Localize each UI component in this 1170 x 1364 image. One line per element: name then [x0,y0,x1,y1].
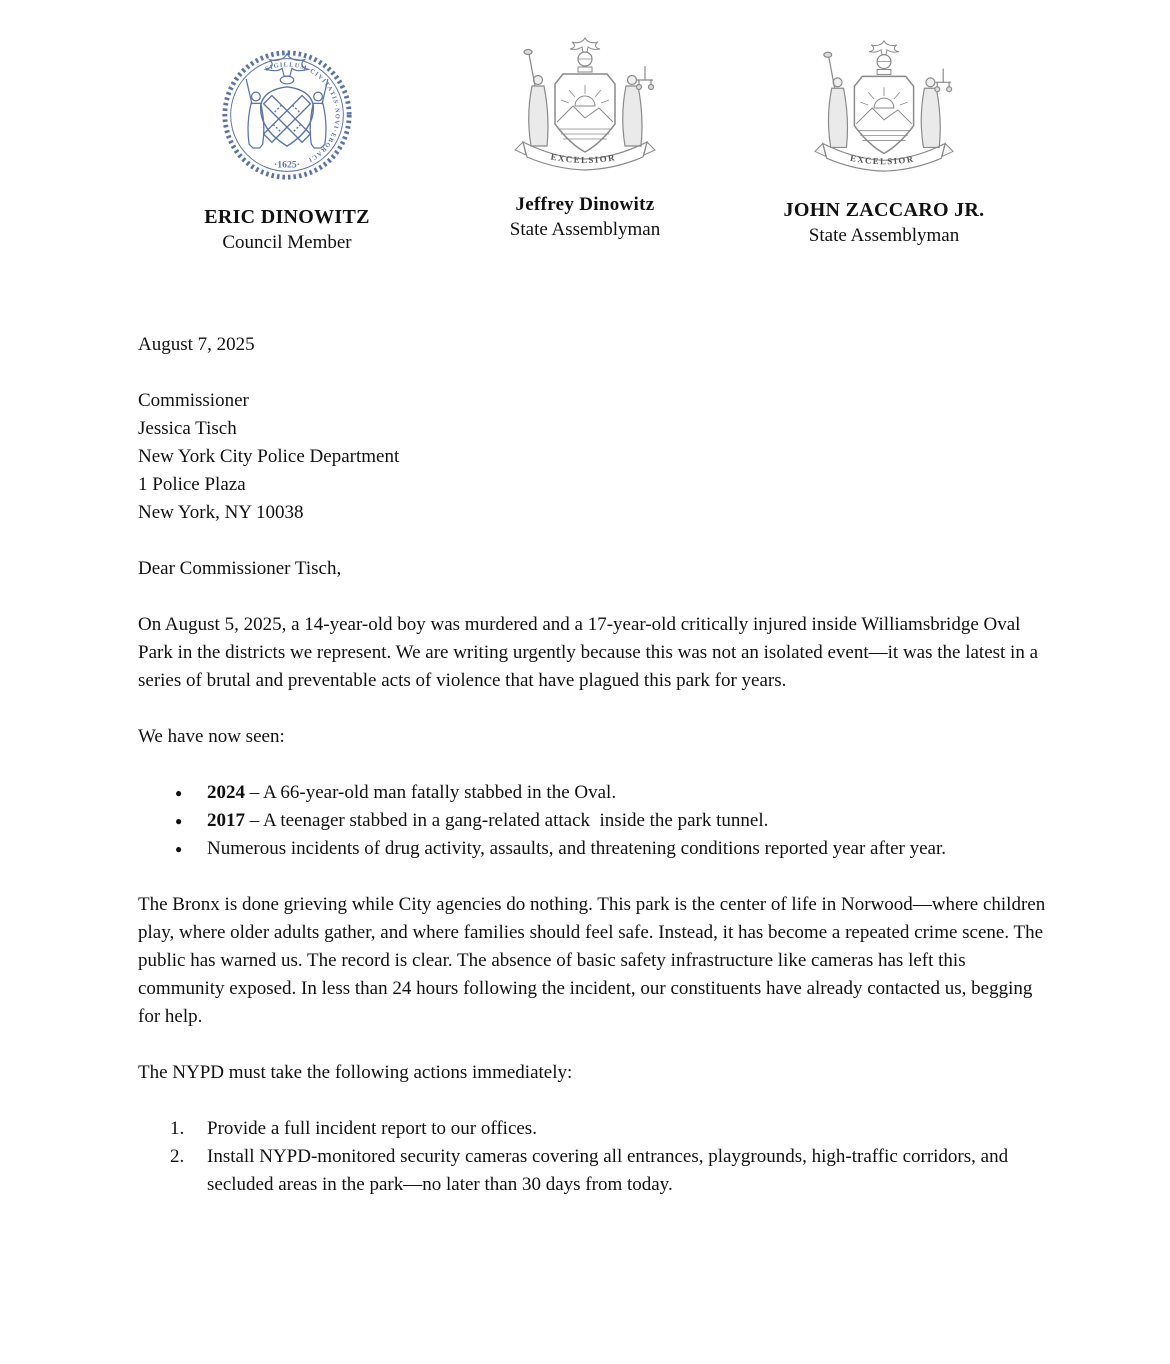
list-item-text: Numerous incidents of drug activity, assaults, and threatening conditions reported year after year. [207,838,947,859]
recipient-line: New York, NY 10038 [138,502,304,523]
list-item-text: 2024 – A 66-year-old man fatally stabbed in the Oval. [207,782,617,803]
letterhead-column-eric-dinowitz [182,36,392,254]
official-name-john-zaccaro: JOHN ZACCARO JR. [783,199,985,221]
seen-intro: We have now seen: [138,726,285,747]
list-item [138,807,1050,835]
letterhead-column-john-zaccaro [779,33,989,247]
paragraph-incident: On August 5, 2025, a 14-year-old boy was murdered and a 17-year-old critically injured inside Williamsbridge Oval Park in the districts we represent. We are writing urgently because this was not an isolated event—it was the latest in a series of brutal and preventable acts of violence that have plagued this park for years. [138,614,1043,691]
list-item-text: Install NYPD-monitored security cameras covering all entrances, playgrounds, high-traffic corridors, and secluded areas in the park—no later than 30 days from today. [207,1146,1013,1195]
official-title-eric-dinowitz: Council Member [222,232,352,253]
letter-body [138,331,1050,1199]
ny-seal-eagle [869,41,899,55]
ny-seal-motto-text: EXCELSIOR [849,152,916,167]
recipient-address [138,387,1050,527]
list-item [138,1143,1050,1199]
ny-state-seal-icon [505,30,665,180]
list-item [138,835,1050,863]
list-item-text: Provide a full incident report to our offices. [207,1118,537,1139]
recipient-line: Commissioner [138,390,249,411]
official-title-jeffrey-dinowitz: State Assemblyman [509,219,661,240]
list-number: 1. [170,1118,185,1139]
ny-seal-sun-rays [561,85,609,103]
list-item [138,1115,1050,1143]
ny-seal-justice-figure [921,69,951,148]
ny-seal-motto-text: EXCELSIOR [549,151,617,166]
official-name-eric-dinowitz: ERIC DINOWITZ [204,206,370,228]
nyc-seal-motto-text: SIGILLUM·CIVITATIS·NOVI·EBORACI [264,61,341,164]
list-item-text: 2017 – A teenager stabbed in a gang-related attack inside the park tunnel. [207,810,769,831]
demanded-actions-list [138,1115,1050,1199]
actions-intro: The NYPD must take the following actions immediately: [138,1062,573,1083]
ny-seal-eagle [570,38,600,52]
recipient-line: New York City Police Department [138,446,400,467]
nyc-seal-year-text: ·1625· [274,159,300,171]
ny-seal-mountains [856,108,911,124]
letter-date: August 7, 2025 [138,334,255,355]
ny-state-seal-icon [804,33,964,181]
bullet-icon: ● [175,814,183,828]
recipient-line: Jessica Tisch [138,418,237,439]
list-item [138,779,1050,807]
recipient-line: 1 Police Plaza [138,474,246,495]
ny-seal-liberty-figure [524,50,548,147]
ny-seal-sun-rays [860,87,907,105]
list-number: 2. [170,1146,185,1167]
official-name-jeffrey-dinowitz: Jeffrey Dinowitz [515,194,655,215]
bullet-icon: ● [175,842,183,856]
nyc-seal-figures [246,79,328,148]
ny-seal-mountains [557,106,613,122]
official-title-john-zaccaro: State Assemblyman [808,225,960,246]
ny-seal-liberty-figure [824,52,848,147]
salutation: Dear Commissioner Tisch, [138,558,342,579]
ny-seal-justice-figure [623,66,654,146]
nyc-seal-shield [261,87,314,146]
letterhead-column-jeffrey-dinowitz [480,30,690,241]
incident-history-list [138,779,1050,863]
nyc-council-seal-icon [219,36,355,194]
bullet-icon: ● [175,786,183,800]
paragraph-bronx-grieving: The Bronx is done grieving while City agencies do nothing. This park is the center of life in Norwood—where children play, where older adults gather, and where families should feel safe. Instead, it has become a repeated crime scene. The public has warned us. The record is clear. The absence of basic safety infrastructure like cameras has left this community exposed. In less than 24 hours following the incident, our constituents have already contacted us, begging for help. [138,894,1050,1027]
